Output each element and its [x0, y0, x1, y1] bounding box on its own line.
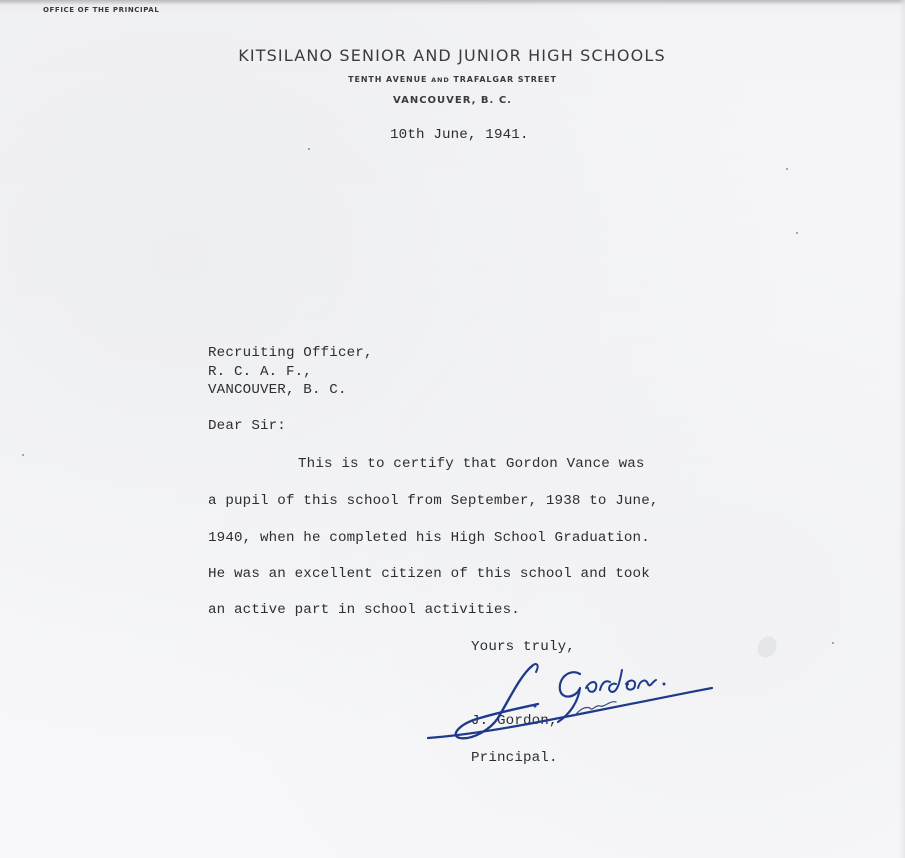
body-line-3: 1940, when he completed his High School Graduation. [208, 530, 650, 546]
street-part1: TENTH AVENUE [348, 75, 428, 84]
paper-speck [796, 232, 798, 234]
signer-name: J. Gordon, [471, 713, 558, 729]
recipient-line-2: R. C. A. F., [208, 364, 312, 380]
recipient-line-1: Recruiting Officer, [208, 345, 373, 361]
letter-date: 10th June, 1941. [390, 127, 529, 143]
signer-title: Principal. [471, 750, 558, 766]
body-line-5: an active part in school activities. [208, 602, 520, 618]
body-line-4: He was an excellent citizen of this school and took [208, 566, 650, 582]
paper-smudge [754, 633, 781, 661]
paper-speck [832, 642, 834, 644]
school-street [0, 75, 905, 84]
body-line-2: a pupil of this school from September, 1938 to June, [208, 493, 659, 509]
body-line-1: This is to certify that Gordon Vance was [298, 456, 645, 472]
street-part2: TRAFALGAR STREET [453, 75, 557, 84]
recipient-line-3: VANCOUVER, B. C. [208, 382, 347, 398]
closing: Yours truly, [471, 639, 575, 655]
handwritten-signature [420, 658, 720, 748]
school-name: KITSILANO SENIOR AND JUNIOR HIGH SCHOOLS [238, 46, 666, 65]
paper-speck [22, 454, 24, 456]
street-and: AND [431, 76, 450, 84]
paper-speck [308, 148, 310, 150]
scan-right-edge [899, 0, 905, 858]
school-city: VANCOUVER, B. C. [393, 95, 512, 106]
salutation: Dear Sir: [208, 418, 286, 434]
scan-top-edge [0, 0, 905, 5]
paper-speck [786, 168, 788, 170]
office-label: OFFICE OF THE PRINCIPAL [43, 6, 160, 14]
